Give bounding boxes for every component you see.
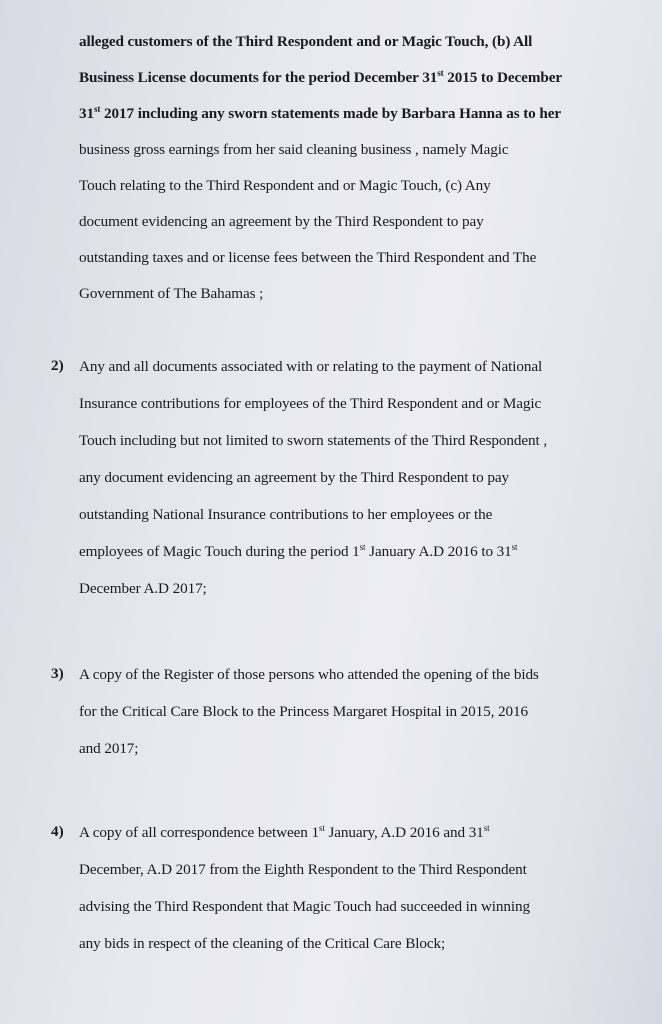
text-line: Touch including but not limited to sworn statements of the Third Respondent , (79, 432, 548, 449)
text-line: alleged customers of the Third Respondent and or Magic Touch, (b) All (79, 33, 533, 50)
item-paragraph (79, 656, 639, 767)
text-line: Business License documents for the period December 31st 2015 to December (79, 68, 563, 86)
text-line: December, A.D 2017 from the Eighth Respondent to the Third Respondent (79, 861, 527, 878)
intro-paragraph (79, 24, 639, 312)
text-line: business gross earnings from her said cleaning business , namely Magic (79, 141, 509, 158)
item-paragraph (79, 814, 639, 962)
text-line: document evidencing an agreement by the Third Respondent to pay (79, 213, 484, 230)
text-line: for the Critical Care Block to the Princess Margaret Hospital in 2015, 2016 (79, 703, 529, 720)
text-line: outstanding taxes and or license fees between the Third Respondent and The (79, 249, 537, 266)
text-line: Government of The Bahamas ; (79, 285, 264, 302)
item-paragraph (79, 348, 639, 607)
text-line: 31st 2017 including any sworn statements made by Barbara Hanna as to her (79, 104, 561, 122)
text-line: A copy of the Register of those persons who attended the opening of the bids (79, 666, 539, 683)
text-line: December A.D 2017; (79, 580, 207, 597)
text-line: any document evidencing an agreement by the Third Respondent to pay (79, 469, 509, 486)
text-line: A copy of all correspondence between 1st January, A.D 2016 and 31st (79, 823, 490, 841)
text-line: Touch relating to the Third Respondent and or Magic Touch, (c) Any (79, 177, 491, 194)
text-line: employees of Magic Touch during the period 1st January A.D 2016 to 31st (79, 542, 518, 560)
text-line: advising the Third Respondent that Magic Touch had succeeded in winning (79, 898, 531, 915)
text-line: outstanding National Insurance contributions to her employees or the (79, 506, 493, 523)
text-line: Insurance contributions for employees of the Third Respondent and or Magic (79, 395, 542, 412)
text-line: Any and all documents associated with or relating to the payment of National (79, 358, 543, 375)
item-number: 3) (51, 665, 64, 682)
item-number: 4) (51, 823, 64, 840)
item-number: 2) (51, 357, 64, 374)
text-line: any bids in respect of the cleaning of the Critical Care Block; (79, 935, 446, 952)
text-line: and 2017; (79, 740, 139, 757)
